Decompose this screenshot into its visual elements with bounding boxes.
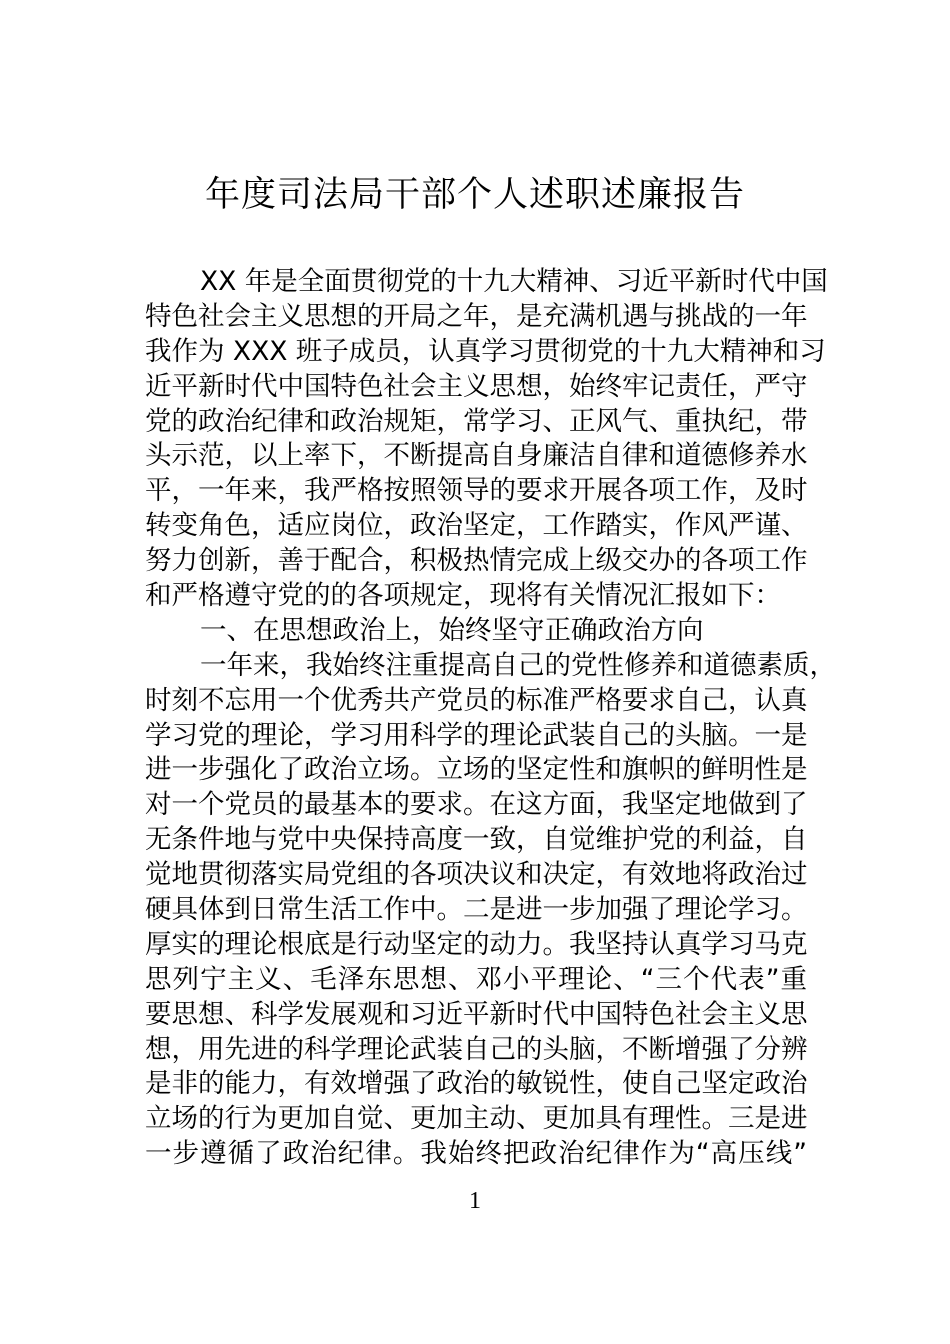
text-line: 时刻不忘用一个优秀共产党员的标准严格要求自己，认真 — [145, 684, 808, 716]
text-line: 努力创新，善于配合，积极热情完成上级交办的各项工作 — [145, 545, 808, 577]
text-line: 立场的行为更加自觉、更加主动、更加具有理性。三是进 — [145, 1103, 808, 1135]
text-line: 对一个党员的最基本的要求。在这方面，我坚定地做到了 — [145, 789, 808, 821]
text-line: XX 年是全面贯彻党的十九大精神、习近平新时代中国 — [200, 266, 828, 297]
text-line: 是非的能力，有效增强了政治的敏锐性，使自己坚定政治 — [145, 1068, 808, 1100]
text-line: 想，用先进的科学理论武装自己的头脑，不断增强了分辨 — [145, 1033, 808, 1065]
text-line: 党的政治纪律和政治规矩，常学习、正风气、重执纪，带 — [145, 405, 808, 437]
document-body — [145, 265, 836, 1172]
text-line: 一年来，我始终注重提高自己的党性修养和道德素质， — [200, 649, 836, 681]
text-line: 特色社会主义思想的开局之年，是充满机遇与挑战的一年 — [145, 300, 808, 332]
text-line: 觉地贯彻落实局党组的各项决议和决定，有效地将政治过 — [145, 859, 808, 891]
text-line: 一、在思想政治上，始终坚守正确政治方向 — [200, 614, 704, 646]
document-title: 年度司法局干部个人述职述廉报告 — [204, 175, 745, 215]
page-number: 1 — [469, 1188, 481, 1214]
text-line: 近平新时代中国特色社会主义思想，始终牢记责任，严守 — [145, 370, 808, 402]
text-line: 一步遵循了政治纪律。我始终把政治纪律作为“高压线” — [145, 1138, 807, 1170]
text-line: 硬具体到日常生活工作中。二是进一步加强了理论学习。 — [145, 894, 808, 926]
text-line: 要思想、科学发展观和习近平新时代中国特色社会主义思 — [145, 998, 808, 1030]
text-line: 厚实的理论根底是行动坚定的动力。我坚持认真学习马克 — [145, 928, 808, 960]
text-line: 无条件地与党中央保持高度一致，自觉维护党的利益，自 — [145, 824, 808, 856]
text-line: 转变角色，适应岗位，政治坚定，工作踏实，作风严谨、 — [145, 510, 808, 542]
text-line: 思列宁主义、毛泽东思想、邓小平理论、“三个代表”重 — [145, 963, 807, 995]
text-line: 我作为 XXX 班子成员，认真学习贯彻党的十九大精神和习 — [145, 335, 826, 367]
text-line: 进一步强化了政治立场。立场的坚定性和旗帜的鲜明性是 — [145, 754, 808, 786]
text-line: 和严格遵守党的的各项规定，现将有关情况汇报如下： — [145, 580, 781, 612]
text-line: 学习党的理论，学习用科学的理论武装自己的头脑。一是 — [145, 719, 808, 751]
text-line: 头示范，以上率下，不断提高自身廉洁自律和道德修养水 — [145, 440, 808, 472]
text-line: 平，一年来，我严格按照领导的要求开展各项工作，及时 — [145, 475, 808, 507]
